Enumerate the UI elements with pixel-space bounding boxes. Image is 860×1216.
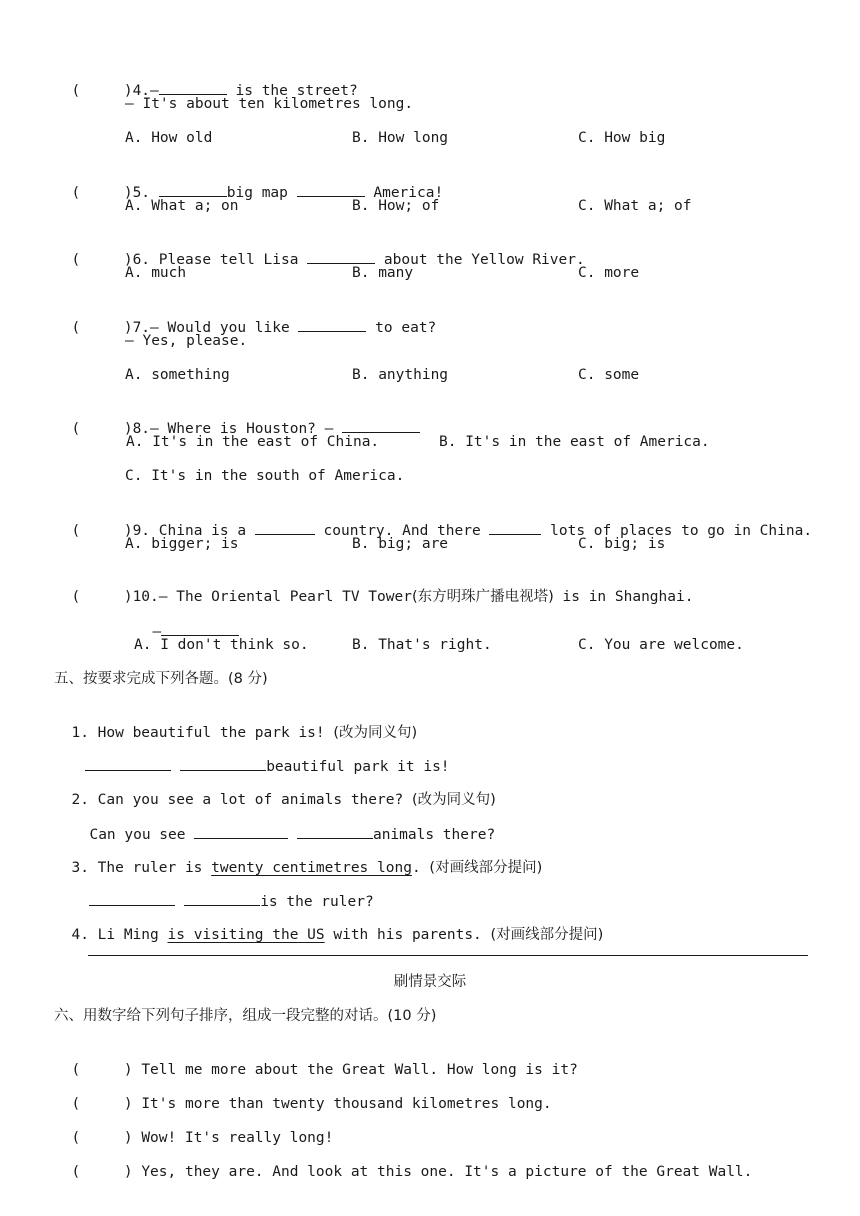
rewrite-item-2: 2. Can you see a lot of animals there? (改为同义句) [71,792,496,808]
fill-blank[interactable] [85,756,171,771]
answer-paren[interactable]: ( ) [71,83,133,99]
question-number: 7. [132,320,151,336]
question-10: ( )10.— The Oriental Pearl TV Tower(东方明珠广播电视塔) is in Shanghai. [71,589,694,605]
answer-paren[interactable]: ( ) [71,252,133,268]
question-number: 10. [132,589,159,605]
section-subtitle: 刷情景交际 [393,974,467,990]
order-paren[interactable]: ( ) [71,1164,133,1180]
option-b[interactable]: B. That's right. [352,637,492,653]
question-number: 9. [132,523,159,539]
fill-blank[interactable] [298,317,366,332]
dialogue-line: ( ) Yes, they are. And look at this one. It's a picture of the Great Wall. [71,1164,753,1180]
question-9: ( )9. China is a country. And there lots of places to go in China. [54,500,812,541]
underlined-phrase: is visiting the US [167,927,325,943]
question-5: ( )5. big map America! [54,162,443,203]
dialogue-line: ( ) It's more than twenty thousand kilometres long. [71,1096,552,1112]
fill-blank[interactable] [184,891,260,906]
option-a[interactable]: A. much [125,265,187,281]
fill-blank[interactable] [89,891,175,906]
rewrite-item-1: 1. How beautiful the park is! (改为同义句) [71,725,418,741]
answer-line[interactable] [88,955,808,956]
underlined-phrase: twenty centimetres long [211,860,412,876]
fill-blank[interactable] [297,182,365,197]
answer-paren[interactable]: ( ) [71,589,133,605]
option-b[interactable]: B. big; are [352,536,449,552]
dialogue-line: ( ) Wow! It's really long! [71,1130,334,1146]
section-6-heading: 六、用数字给下列句子排序，组成一段完整的对话。(10 分) [54,1008,437,1024]
option-a[interactable]: A. It's in the east of China. [126,434,380,450]
question-7-reply: — Yes, please. [125,333,248,349]
question-number: 5. [132,185,159,201]
option-b[interactable]: B. How; of [352,198,440,214]
section-5-heading: 五、按要求完成下列各题。(8 分) [54,671,268,687]
option-c[interactable]: C. You are welcome. [578,637,744,653]
fill-blank[interactable] [159,80,227,95]
option-a[interactable]: A. I don't think so. [134,637,309,653]
answer-paren[interactable]: ( ) [71,421,133,437]
instruction-note: (对画线部分提问) [490,927,604,943]
option-c[interactable]: C. How big [578,130,666,146]
question-7: ( )7.— Would you like to eat? [54,297,436,338]
dialogue-line: ( ) Tell me more about the Great Wall. How long is it? [71,1062,578,1078]
rewrite-answer-1: beautiful park it is! [68,736,450,777]
option-a[interactable]: A. How old [125,130,213,146]
option-a[interactable]: A. something [125,367,230,383]
answer-paren[interactable]: ( ) [71,320,133,336]
chinese-gloss: (东方明珠广播电视塔) [411,589,554,605]
fill-blank[interactable] [180,756,266,771]
option-b[interactable]: B. anything [352,367,449,383]
rewrite-answer-3: is the ruler? [72,871,374,912]
option-c[interactable]: C. What a; of [578,198,692,214]
option-b[interactable]: B. How long [352,130,449,146]
fill-blank[interactable] [342,418,420,433]
rewrite-item-3: 3. The ruler is twenty centimetres long. (对画线部分提问) [71,860,543,876]
option-c[interactable]: C. more [578,265,640,281]
question-number: 4. [132,83,151,99]
fill-blank[interactable] [297,824,373,839]
question-number: 6. [132,252,159,268]
option-a[interactable]: A. What a; on [125,198,239,214]
option-c[interactable]: C. It's in the south of America. [125,468,405,484]
fill-blank[interactable] [161,621,239,636]
instruction-note: (改为同义句) [411,792,496,808]
order-paren[interactable]: ( ) [71,1062,133,1078]
order-paren[interactable]: ( ) [71,1096,133,1112]
option-b[interactable]: B. It's in the east of America. [439,434,710,450]
rewrite-answer-2: Can you see animals there? [72,804,495,845]
order-paren[interactable]: ( ) [71,1130,133,1146]
fill-blank[interactable] [255,520,315,535]
fill-blank[interactable] [307,249,375,264]
instruction-note: (对画线部分提问) [429,860,543,876]
fill-blank[interactable] [159,182,227,197]
fill-blank[interactable] [489,520,541,535]
option-c[interactable]: C. some [578,367,640,383]
question-6: ( )6. Please tell Lisa about the Yellow River. [54,229,585,270]
question-10-reply: — [135,601,239,642]
question-number: 8. [132,421,151,437]
answer-paren[interactable]: ( ) [71,185,133,201]
rewrite-item-4: 4. Li Ming is visiting the US with his parents. (对画线部分提问) [71,927,604,943]
question-4-reply: — It's about ten kilometres long. [125,96,414,112]
question-4: ( )4.— is the street? [54,60,358,101]
fill-blank[interactable] [194,824,288,839]
instruction-note: (改为同义句) [333,725,418,741]
option-a[interactable]: A. bigger; is [125,536,239,552]
answer-paren[interactable]: ( ) [71,523,133,539]
option-b[interactable]: B. many [352,265,414,281]
question-8: ( )8.— Where is Houston? — [54,398,420,439]
option-c[interactable]: C. big; is [578,536,666,552]
